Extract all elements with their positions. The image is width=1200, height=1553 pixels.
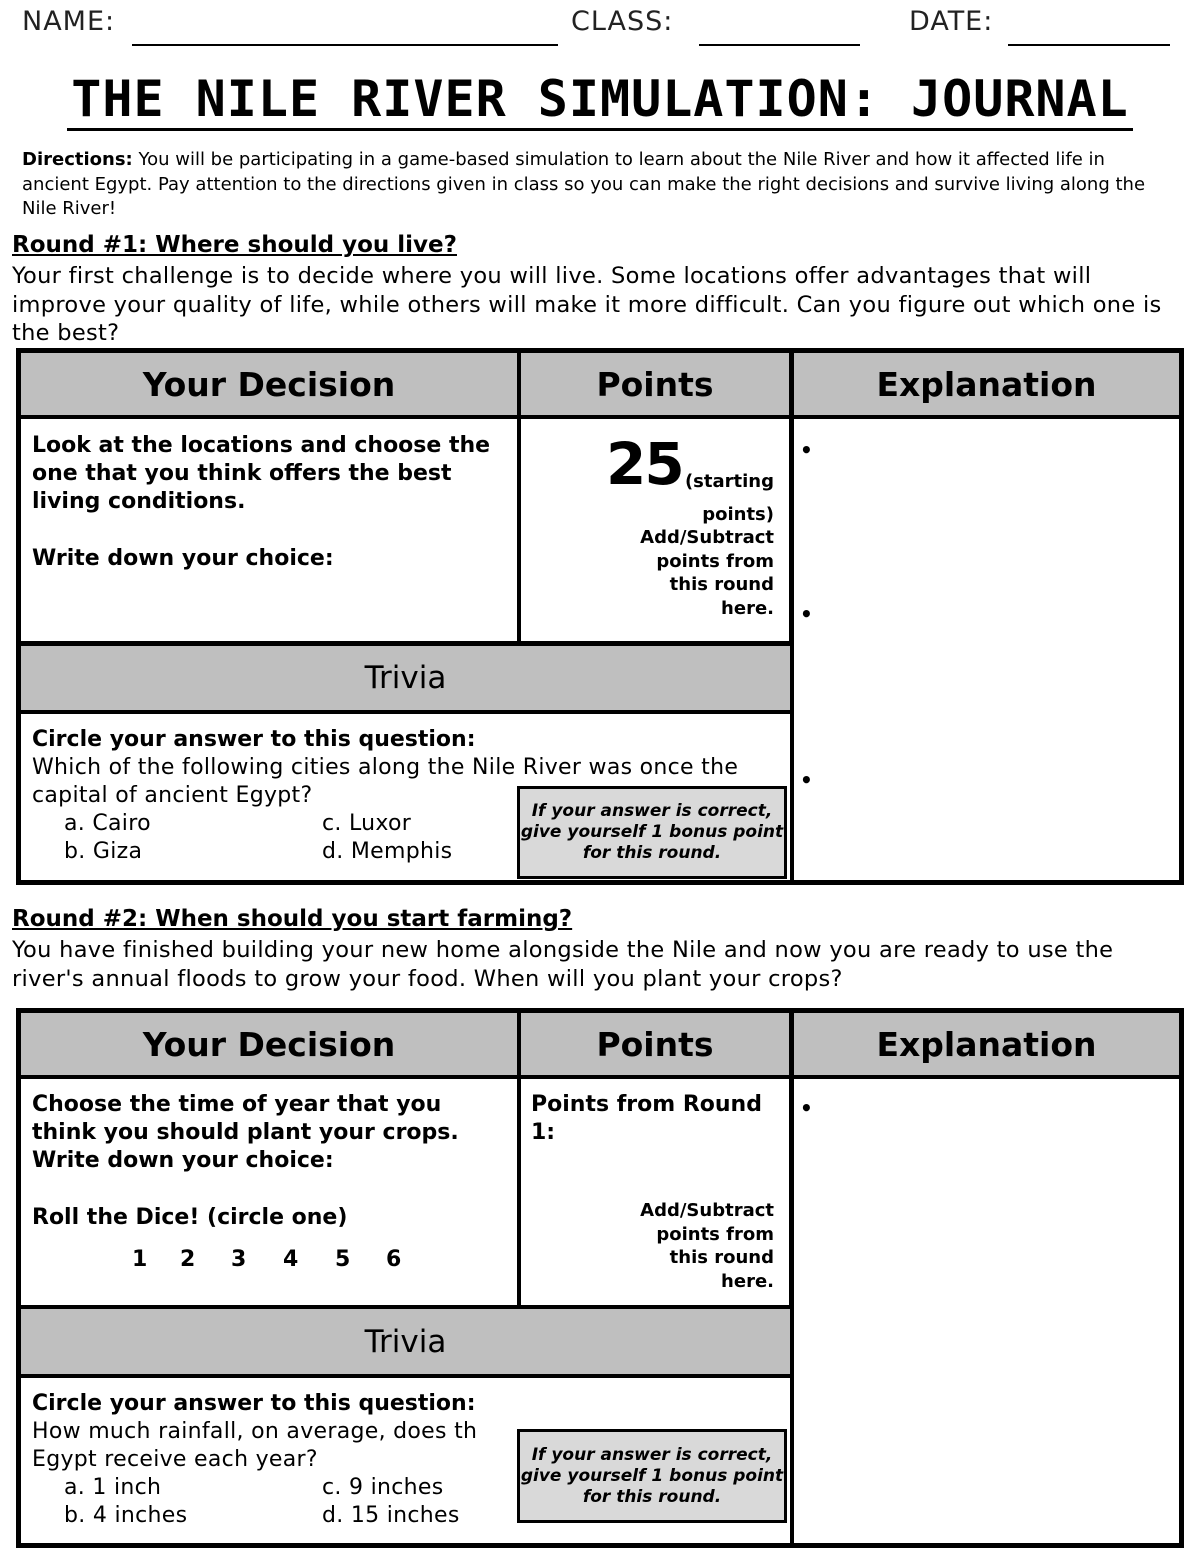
round1-starting-label-1: (starting <box>684 471 774 492</box>
round1-trivia-prompt: Circle your answer to this question: <box>32 727 476 752</box>
round1-starting-label-2: points) <box>702 504 774 525</box>
date-label: DATE: <box>909 6 994 37</box>
round1-decision-prompt: Write down your choice: <box>32 546 334 571</box>
round1-col-explanation: Explanation <box>791 350 1182 418</box>
round1-option-c[interactable]: c. Luxor <box>322 811 412 836</box>
round1-heading: Round #1: Where should you live? <box>12 232 457 258</box>
round2-option-b[interactable]: b. 4 inches <box>64 1503 188 1528</box>
round2-decision-text: Choose the time of year that you think you should plant your crops. Write down your choice: <box>32 1092 459 1173</box>
page-title <box>0 70 1200 128</box>
round2-option-d[interactable]: d. 15 inches <box>322 1503 460 1528</box>
round1-trivia-header: Trivia <box>18 643 793 713</box>
round1-bullet-3: • <box>800 768 813 792</box>
round2-col-decision: Your Decision <box>18 1010 520 1078</box>
directions-label: Directions: <box>22 149 133 170</box>
dice-4[interactable]: 4 <box>283 1247 299 1272</box>
round2-heading: Round #2: When should you start farming? <box>12 906 573 932</box>
round2-dice-prompt: Roll the Dice! (circle one) <box>32 1205 348 1230</box>
round1-explanation-cell[interactable] <box>791 416 1182 883</box>
round2-points-from: Points from Round 1: <box>531 1092 762 1145</box>
class-line[interactable] <box>699 44 860 46</box>
class-label: CLASS: <box>571 6 674 37</box>
name-line[interactable] <box>132 44 558 46</box>
round2-explanation-cell[interactable] <box>791 1076 1182 1546</box>
round1-col-points: Points <box>518 350 792 418</box>
dice-5[interactable]: 5 <box>335 1247 351 1272</box>
directions <box>22 148 1172 222</box>
round2-bullet-1: • <box>800 1096 813 1120</box>
round1-option-b[interactable]: b. Giza <box>64 839 143 864</box>
round1-bullet-2: • <box>800 602 813 626</box>
round1-add-subtract: Add/Subtract points from this round here. <box>640 527 774 619</box>
round2-bonus-note: If your answer is correct, give yourself 1 bonus point for this round. <box>517 1429 787 1523</box>
round2-option-a[interactable]: a. 1 inch <box>64 1475 162 1500</box>
dice-6[interactable]: 6 <box>386 1247 402 1272</box>
page-title-text: THE NILE RIVER SIMULATION: JOURNAL <box>67 70 1133 131</box>
round1-col-decision: Your Decision <box>18 350 520 418</box>
round1-trivia-question: Which of the following cities along the Nile River was once the capital of ancient Egypt? <box>32 755 739 808</box>
round2-col-explanation: Explanation <box>791 1010 1182 1078</box>
round2-trivia-question-line2: Egypt receive each year? <box>32 1447 318 1472</box>
round2-trivia-prompt: Circle your answer to this question: <box>32 1391 476 1416</box>
dice-1[interactable]: 1 <box>132 1247 148 1272</box>
dice-2[interactable]: 2 <box>180 1247 196 1272</box>
round1-decision-text: Look at the locations and choose the one that you think offers the best living conditions. <box>32 433 491 514</box>
round1-bullet-1: • <box>800 438 813 462</box>
round1-intro: Your first challenge is to decide where you will live. Some locations offer advantages that will improve your quality of life, while others will make it more difficult. Can you figure out which one is the best? <box>12 263 1162 346</box>
round1-option-a[interactable]: a. Cairo <box>64 811 151 836</box>
round2-col-points: Points <box>518 1010 792 1078</box>
round2-intro: You have finished building your new home alongside the Nile and now you are ready to use the river's annual floods to grow your food. When will you plant your crops? <box>12 937 1114 992</box>
round1-option-d[interactable]: d. Memphis <box>322 839 453 864</box>
dice-3[interactable]: 3 <box>231 1247 247 1272</box>
round2-trivia-question-line1: How much rainfall, on average, does th <box>32 1419 478 1444</box>
round2-option-c[interactable]: c. 9 inches <box>322 1475 444 1500</box>
round2-add-subtract: Add/Subtract points from this round here. <box>640 1200 774 1292</box>
round1-starting-points: 25 <box>606 430 683 498</box>
round2-trivia-header: Trivia <box>18 1306 793 1377</box>
name-label: NAME: <box>22 6 116 37</box>
directions-text: You will be participating in a game-based simulation to learn about the Nile River and how it affected life in ancient Egypt. Pay attention to the directions given in class so you can make the right decisions and survive living along the Nile River! <box>22 149 1146 219</box>
round1-bonus-note: If your answer is correct, give yourself 1 bonus point for this round. <box>517 786 787 879</box>
date-line[interactable] <box>1008 44 1170 46</box>
